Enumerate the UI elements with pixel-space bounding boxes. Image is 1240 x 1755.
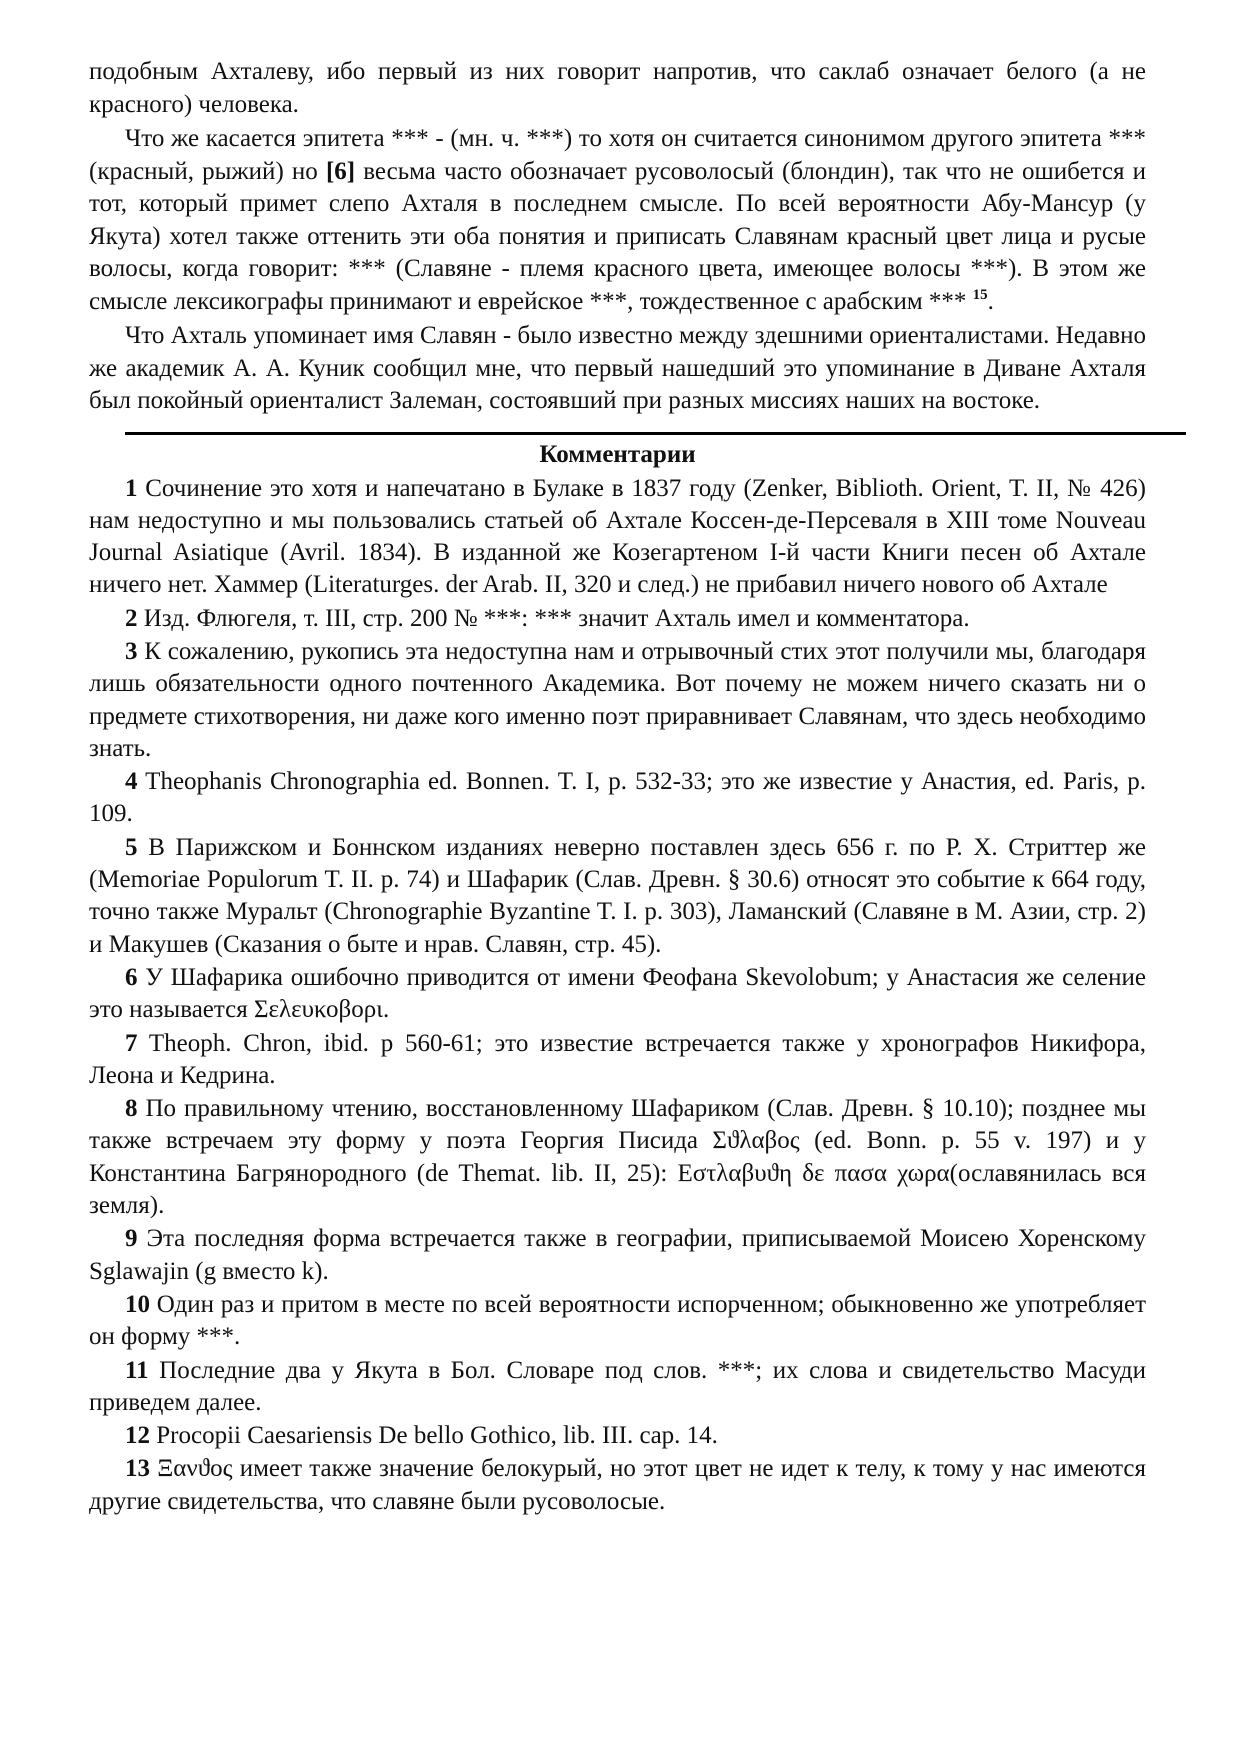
note-text: У Шафарика ошибочно приводится от имени Феофана Skevolobum; у Анастасия же селение это называется Σελευκοβορι. bbox=[89, 963, 1146, 1024]
note-text: Ξανϑος имеет также значение белокурый, но этот цвет не идет к телу, к тому у нас имеются другие свидетельства, что славяне были русоволосые. bbox=[89, 1455, 1146, 1515]
note-number: 6 bbox=[125, 963, 138, 991]
note-text: По правильному чтению, восстановленному Шафариком (Слав. Древн. § 10.10); позднее мы также встречаем эту форму у поэта Георгия Писида Σϑλαβος (ed. Bonn. p. 55 v. 197) и у Константина Багрянородного (de Themat. lib. II, 25): Εστλαβυϑη δε πασα χωρα(ославянилась вся земля). bbox=[89, 1095, 1146, 1220]
note-4 bbox=[89, 766, 1146, 831]
note-number: 10 bbox=[125, 1290, 150, 1318]
paragraph-1: подобным Ахталеву, ибо первый из них говорит напротив, что саклаб означает белого (а не красного) человека. bbox=[89, 58, 1146, 118]
note-12 bbox=[89, 1420, 1146, 1452]
note-13 bbox=[89, 1453, 1146, 1518]
main-text bbox=[89, 56, 1146, 418]
note-text: Один раз и притом в месте по всей вероятности испорченном; обыкновенно же употребляет он форму ***. bbox=[89, 1290, 1146, 1351]
paragraph-3: Что Ахталь упоминает имя Славян - было известно между здешними ориенталистами. Недавно же академик А. А. Куник сообщил мне, что первый нашедший это упоминание в Диване Ахталя был покойный ориенталист Залеман, состоявший при разных миссиях наших на востоке. bbox=[89, 322, 1146, 414]
note-number: 1 bbox=[125, 474, 138, 502]
note-3 bbox=[89, 636, 1146, 765]
commentary-title: Комментарии bbox=[539, 440, 696, 468]
page-marker: [6] bbox=[325, 157, 356, 185]
paragraph-2-text-b: весьма часто обозначает русоволосый (блондин), так что не ошибется и тот, который примет слепо Ахталя в последнем смысле. По всей вероятности Абу-Мансур (у Якута) хотел также оттенить эти оба понятия и приписать Славянам красный цвет лица и русые волосы, когда говорит: *** (Славяне - племя красного цвета, имеющее волосы ***). В этом же смысле лексикографы принимают и еврейское ***, тождественное с арабским *** bbox=[89, 157, 1146, 315]
note-number: 12 bbox=[125, 1422, 150, 1450]
note-11 bbox=[89, 1355, 1146, 1420]
note-6 bbox=[89, 962, 1146, 1027]
note-number: 13 bbox=[125, 1455, 150, 1483]
note-number: 3 bbox=[125, 637, 138, 665]
note-2 bbox=[89, 603, 1146, 635]
note-text: К сожалению, рукопись эта недоступна нам и отрывочный стих этот получили мы, благодаря лишь обязательности одного почтенного Академика. Вот почему не можем ничего сказать ни о предмете стихотворения, ни даже кого именно поэт приравнивает Славянам, что здесь необходимо знать. bbox=[89, 637, 1146, 762]
note-text: В Парижском и Боннском изданиях неверно поставлен здесь 656 г. по Р. Х. Стриттер же (Memoriae Populorum T. II. p. 74) и Шафарик (Слав. Древн. § 30.6) относят это событие к 664 году, точно также Муральт (Chronographie Byzantine T. I. p. 303), Ламанский (Славяне в М. Азии, стр. 2) и Макушев (Сказания о быте и нрав. Славян, стр. 45). bbox=[89, 833, 1146, 958]
commentary-notes bbox=[89, 473, 1146, 1519]
note-text: Procopii Caesariensis De bello Gothico, lib. III. cap. 14. bbox=[150, 1422, 718, 1450]
note-number: 4 bbox=[125, 768, 138, 796]
note-text: Theophanis Chronographia ed. Bonnen. T. I, p. 532-33; это же известие у Анастия, ed. Paris, p. 109. bbox=[89, 768, 1146, 828]
footnote-ref-15[interactable]: 15 bbox=[972, 286, 988, 303]
note-text: Последние два у Якута в Бол. Словаре под слов. ***; их слова и свидетельство Масуди приведем далее. bbox=[89, 1356, 1146, 1416]
note-text: Theoph. Chron, ibid. p 560-61; это известие встречается также у хронографов Никифора, Леона и Кедрина. bbox=[89, 1029, 1146, 1089]
paragraph-2 bbox=[89, 123, 1146, 318]
note-5 bbox=[89, 832, 1146, 961]
note-number: 2 bbox=[125, 604, 138, 632]
note-text: Сочинение это хотя и напечатано в Булаке в 1837 году (Zenker, Biblioth. Orient, T. II, № 426) нам недоступно и мы пользовались статьей об Ахтале Коссен-де-Персеваля в XIII томе Nouveau Journal Asiatique (Avril. 1834). В изданной же Козегартеном I-й части Книги песен об Ахтале ничего нет. Хаммер (Literaturges. der Arab. II, 320 и след.) не прибавил ничего нового об Ахтале bbox=[89, 474, 1146, 599]
note-10 bbox=[89, 1289, 1146, 1354]
note-text: Эта последняя форма встречается также в географии, приписываемой Моисею Хоренскому Sglawajin (g вместо k). bbox=[89, 1225, 1146, 1285]
note-9 bbox=[89, 1223, 1146, 1288]
note-number: 7 bbox=[125, 1029, 138, 1057]
paragraph-2-end: . bbox=[987, 287, 994, 315]
note-number: 5 bbox=[125, 833, 138, 861]
note-number: 9 bbox=[125, 1225, 138, 1253]
note-number: 8 bbox=[125, 1095, 138, 1123]
note-text: Изд. Флюгеля, т. III, стр. 200 № ***: *** значит Ахталь имел и комментатора. bbox=[137, 604, 970, 632]
note-number: 11 bbox=[125, 1356, 149, 1384]
note-7 bbox=[89, 1028, 1146, 1093]
paragraph-2-text-a: Что же касается эпитета *** - (мн. ч. ***) то хотя он считается синонимом другого эпитета *** (красный, рыжий) но bbox=[89, 125, 1146, 185]
note-1 bbox=[89, 473, 1146, 602]
document-page bbox=[89, 56, 1146, 1518]
note-8 bbox=[89, 1093, 1146, 1222]
section-divider bbox=[125, 432, 1186, 435]
